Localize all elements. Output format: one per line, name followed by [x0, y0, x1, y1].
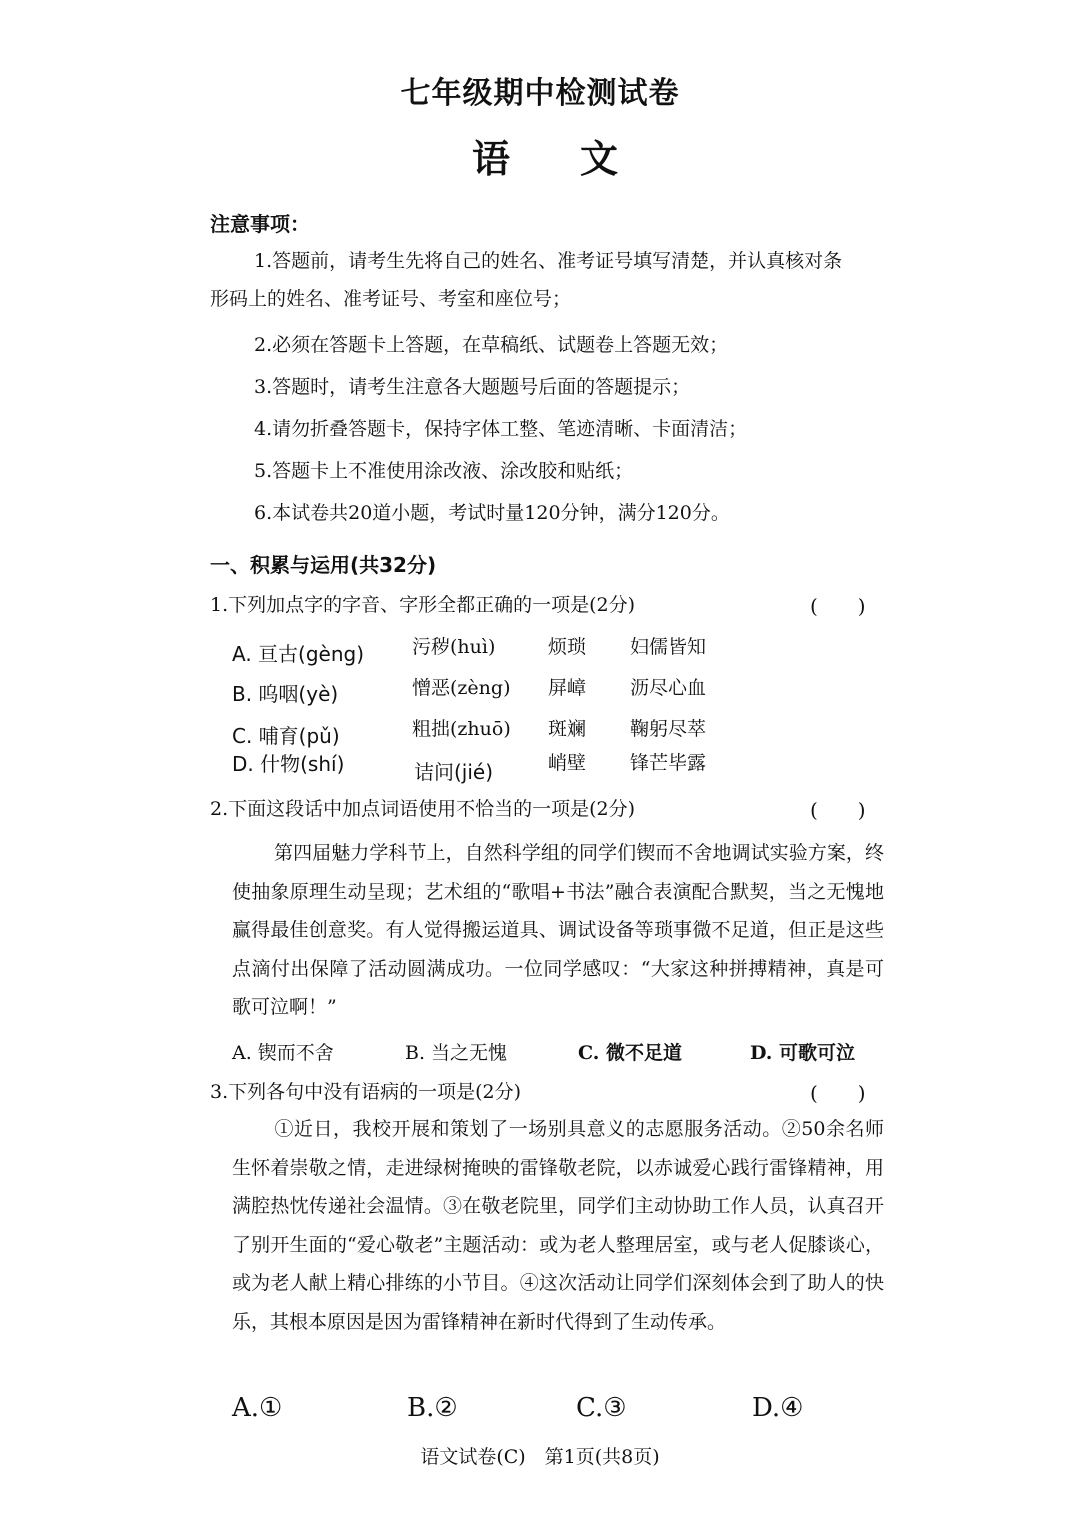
- exam-title: 七年级期中检测试卷: [400, 76, 680, 111]
- note-item-3: 3.答题时，请考生注意各大题题号后面的答题提示；: [254, 376, 691, 398]
- q2-passage: [232, 834, 884, 1027]
- q3-option-b: B.②: [407, 1393, 458, 1423]
- q2-option-c: C. 微不足道: [578, 1042, 683, 1064]
- q1-stem: 1.下列加点字的字音、字形全都正确的一项是(2分): [210, 594, 636, 616]
- note-item-5: 5.答题卡上不准使用涂改液、涂改胶和贴纸；: [254, 460, 634, 482]
- q2-stem: 2.下面这段话中加点词语使用不恰当的一项是(2分): [210, 798, 636, 820]
- q1-option-b-word-3: 屏嶂: [548, 677, 587, 699]
- note-item-2: 2.必须在答题卡上答题，在草稿纸、试题卷上答题无效；: [254, 334, 729, 356]
- q1-option-b-word-2: 憎恶(zèng): [412, 677, 511, 699]
- q2-option-a: A. 锲而不舍: [232, 1042, 334, 1064]
- q1-option-a-word-3: 烦琐: [548, 636, 587, 658]
- note-item-4: 4.请勿折叠答题卡，保持字体工整、笔迹清晰、卡面清洁；: [254, 418, 748, 440]
- q2-answer-bracket: ( ): [810, 798, 866, 822]
- q1-option-d-word-2: 诘问(jié): [414, 760, 494, 784]
- q1-option-d-word-1: D. 什物(shí): [232, 752, 345, 776]
- notes-heading: 注意事项：: [210, 212, 310, 236]
- q3-stem: 3.下列各句中没有语病的一项是(2分): [210, 1081, 522, 1103]
- q2-passage-text: 第四届魅力学科节上，自然科学组的同学们锲而不舍地调试实验方案，终使抽象原理生动呈现；艺术组的“歌唱+书法”融合表演配合默契，当之无愧地赢得最佳创意奖。有人觉得搬运道具、调试设备等琐事微不足道，但正是这些点滴付出保障了活动圆满成功。一位同学感叹：“大家这种拼搏精神，真是可歌可泣啊！”: [232, 842, 884, 1018]
- section-1-heading: 一、积累与运用(共32分): [210, 553, 437, 577]
- q1-option-b-word-4: 沥尽心血: [630, 677, 707, 699]
- q2-option-b: B. 当之无愧: [405, 1042, 508, 1064]
- q3-answer-bracket: ( ): [810, 1081, 866, 1105]
- page-footer: 语文试卷(C) 第1页(共8页): [420, 1446, 660, 1468]
- q1-option-c-word-4: 鞠躬尽萃: [630, 718, 707, 740]
- q1-option-d-word-4: 锋芒毕露: [630, 752, 707, 774]
- q1-option-c-word-2: 粗拙(zhuō): [412, 718, 511, 740]
- q3-option-d: D.④: [752, 1393, 804, 1423]
- q1-option-c-word-3: 斑斓: [548, 718, 587, 740]
- subject-char-2: 文: [580, 137, 619, 181]
- q3-passage-text: ①近日，我校开展和策划了一场别具意义的志愿服务活动。②50余名师生怀着崇敬之情，走进绿树掩映的雷锋敬老院，以赤诚爱心践行雷锋精神，用满腔热忱传递社会温情。③在敬老院里，同学们主动协助工作人员，认真召开了别开生面的“爱心敬老”主题活动：或为老人整理居室，或与老人促膝谈心，或为老人献上精心排练的小节目。④这次活动让同学们深刻体会到了助人的快乐，其根本原因是因为雷锋精神在新时代得到了生动传承。: [232, 1118, 884, 1333]
- q1-answer-bracket: ( ): [810, 594, 866, 618]
- q1-option-c-word-1: C. 哺育(pǔ): [232, 724, 340, 748]
- note-item-1-line-1: 1.答题前，请考生先将自己的姓名、准考证号填写清楚，并认真核对条: [254, 250, 843, 272]
- q1-option-b-word-1: B. 呜咽(yè): [232, 682, 339, 706]
- note-item-6: 6.本试卷共20道小题，考试时量120分钟，满分120分。: [254, 502, 730, 524]
- q3-passage: [232, 1110, 884, 1341]
- note-item-1-line-2: 形码上的姓名、准考证号、考室和座位号；: [210, 288, 572, 310]
- q3-option-c: C.③: [576, 1393, 627, 1423]
- q1-option-d-word-3: 峭壁: [548, 752, 587, 774]
- q1-option-a-word-1: A. 亘古(gèng): [232, 642, 365, 666]
- q1-option-a-word-4: 妇儒皆知: [630, 636, 707, 658]
- q2-option-d: D. 可歌可泣: [750, 1042, 856, 1064]
- q3-option-a: A.①: [232, 1393, 283, 1423]
- subject-char-1: 语: [472, 137, 511, 181]
- q1-option-a-word-2: 污秽(huì): [412, 636, 496, 658]
